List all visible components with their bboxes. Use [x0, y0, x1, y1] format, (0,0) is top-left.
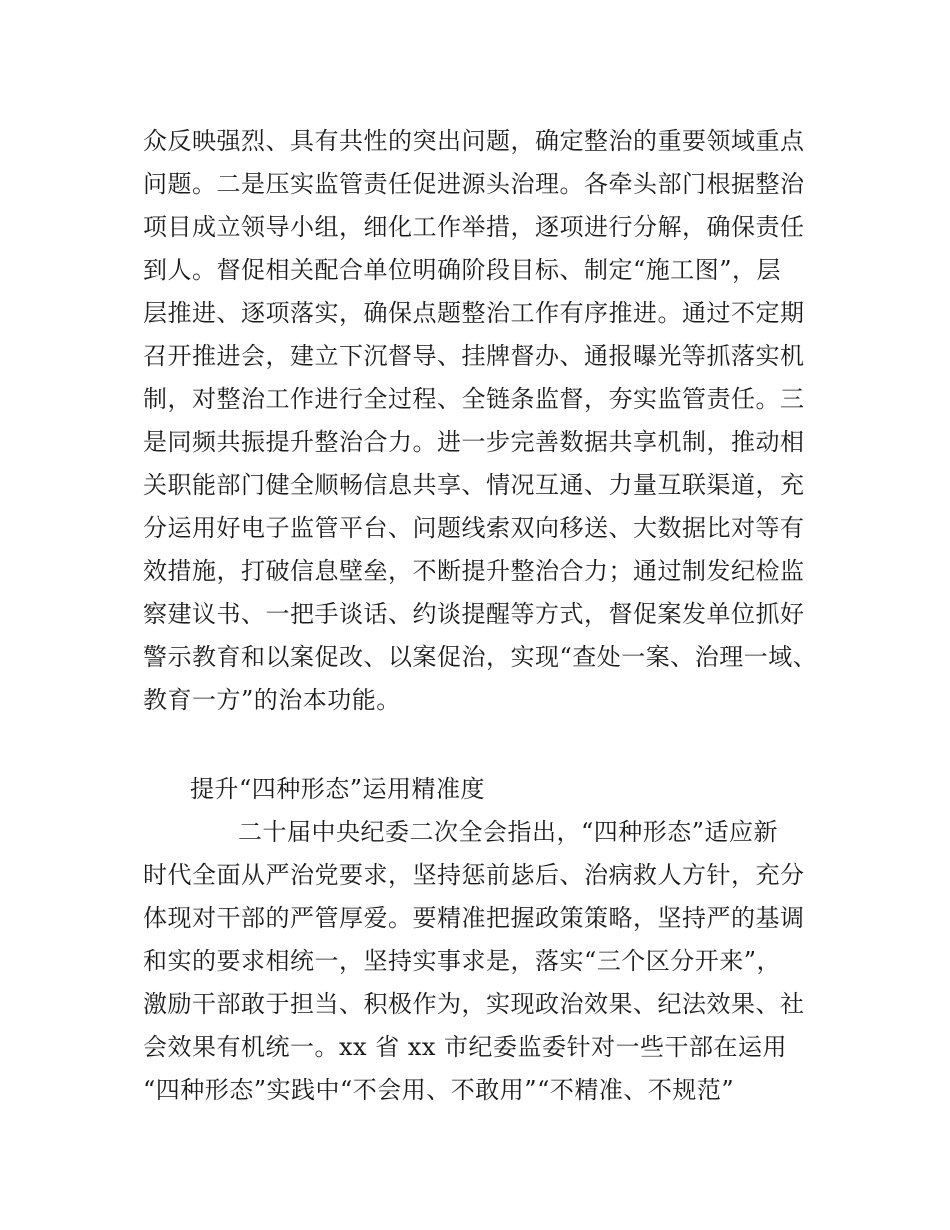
paragraph-line: 制，对整治工作进行全过程、全链条监督，夯实监管责任。三	[143, 385, 805, 413]
paragraph-line: 分运用好电子监管平台、问题线索双向移送、大数据比对等有	[143, 514, 805, 542]
paragraph-line: “四种形态”实践中“不会用、不敢用”“不精准、不规范”	[143, 1076, 735, 1104]
paragraph-line: 二十届中央纪委二次全会指出，“四种形态”适应新	[238, 818, 779, 846]
paragraph-line: 时代全面从严治党要求，坚持惩前毖后、治病救人方针，充分	[143, 861, 805, 889]
paragraph-line: 层推进、逐项落实，确保点题整治工作有序推进。通过不定期	[143, 299, 805, 327]
paragraph-line: 体现对干部的严管厚爱。要精准把握政策策略，坚持严的基调	[143, 904, 805, 932]
paragraph-line: 关职能部门健全顺畅信息共享、情况互通、力量互联渠道，充	[143, 471, 805, 499]
paragraph-line: 是同频共振提升整治合力。进一步完善数据共享机制，推动相	[143, 428, 805, 456]
paragraph-line: 问题。二是压实监管责任促进源头治理。各牵头部门根据整治	[143, 170, 805, 198]
paragraph-line: 众反映强烈、具有共性的突出问题，确定整治的重要领域重点	[143, 127, 805, 155]
paragraph-line: 项目成立领导小组，细化工作举措，逐项进行分解，确保责任	[143, 213, 805, 241]
paragraph-line: 召开推进会，建立下沉督导、挂牌督办、通报曝光等抓落实机	[143, 342, 805, 370]
paragraph-line: 效措施，打破信息壁垒，不断提升整治合力；通过制发纪检监	[143, 557, 805, 585]
paragraph-line: 察建议书、一把手谈话、约谈提醒等方式，督促案发单位抓好	[143, 600, 805, 628]
paragraph-line: 会效果有机统一。xx 省 xx 市纪委监委针对一些干部在运用	[143, 1033, 788, 1061]
paragraph-line: 警示教育和以案促改、以案促治，实现“查处一案、治理一域、	[143, 643, 818, 671]
paragraph-line: 到人。督促相关配合单位明确阶段目标、制定“施工图”，层	[143, 256, 782, 284]
paragraph-line: 激励干部敢于担当、积极作为，实现政治效果、纪法效果、社	[143, 990, 805, 1018]
paragraph-line: 和实的要求相统一，坚持实事求是，落实“三个区分开来”，	[143, 947, 782, 975]
paragraph-line: 教育一方”的治本功能。	[143, 686, 401, 714]
section-heading: 提升“四种形态”运用精准度	[190, 775, 486, 803]
